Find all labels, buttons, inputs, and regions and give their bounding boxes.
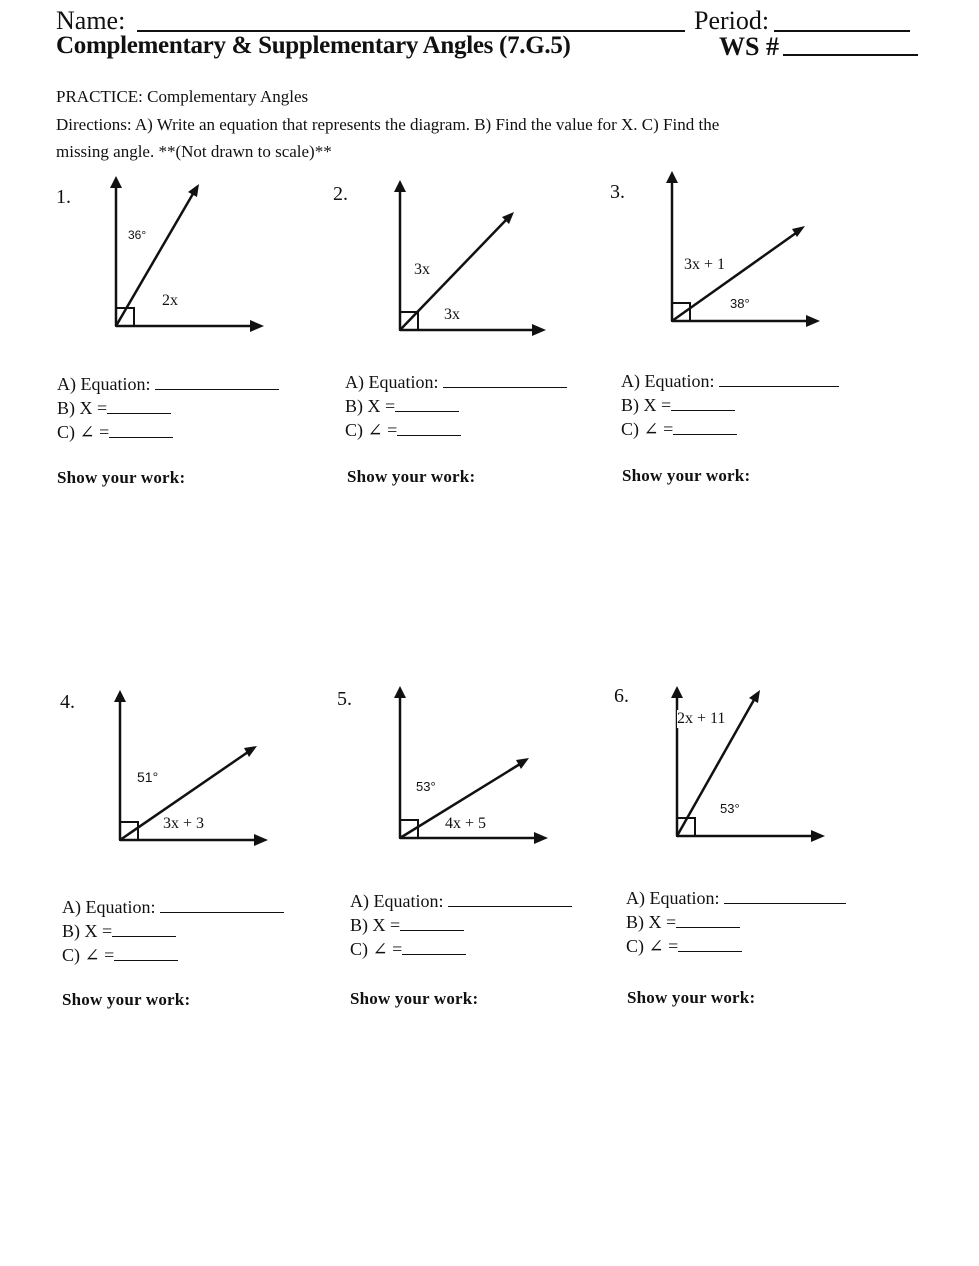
answer-block: [62, 895, 284, 967]
x-blank[interactable]: [400, 916, 464, 931]
show-work-label: Show your work:: [350, 989, 479, 1008]
period-blank[interactable]: [774, 30, 910, 32]
x-blank[interactable]: [112, 922, 176, 937]
show-work-label: Show your work:: [627, 988, 756, 1007]
show-work-label: Show your work:: [57, 468, 186, 487]
angle-answer-label: C) ∠ =: [345, 420, 398, 440]
equation-label: A) Equation:: [621, 371, 715, 391]
equation-blank[interactable]: [448, 892, 572, 907]
angle-label-bottom: 2x: [162, 292, 178, 309]
angle-label-top: 53°: [416, 779, 436, 794]
angle-label-bottom: 3x + 3: [163, 815, 205, 832]
angle-answer-label: C) ∠ =: [350, 939, 403, 959]
angle-diagram: [100, 170, 270, 340]
angle-blank[interactable]: [114, 946, 178, 961]
angle-blank[interactable]: [678, 937, 742, 952]
angle-blank[interactable]: [673, 420, 737, 435]
equation-label: A) Equation:: [350, 891, 444, 911]
equation-blank[interactable]: [160, 898, 284, 913]
answer-block: [57, 372, 279, 444]
equation-label: A) Equation:: [57, 374, 151, 394]
x-blank[interactable]: [676, 913, 740, 928]
equation-label: A) Equation:: [62, 897, 156, 917]
problem-number: 4.: [60, 691, 75, 713]
show-work-label: Show your work:: [62, 990, 191, 1009]
angle-blank[interactable]: [109, 423, 173, 438]
x-label: B) X =: [57, 398, 108, 418]
angle-blank[interactable]: [397, 421, 461, 436]
name-label: Name:: [56, 6, 126, 35]
directions-line-1: Directions: A) Write an equation that represents the diagram. B) Find the value for X. C) Find the: [56, 115, 720, 134]
problem-number: 1.: [56, 186, 71, 208]
x-label: B) X =: [350, 915, 401, 935]
problem-number: 5.: [337, 688, 352, 710]
equation-blank[interactable]: [724, 889, 846, 904]
angle-label-bottom: 4x + 5: [445, 815, 487, 832]
period-label: Period:: [694, 6, 770, 35]
angle-label-top: 51°: [137, 769, 159, 785]
angle-label-bottom: 3x: [444, 306, 460, 323]
angle-label-top: 3x: [414, 261, 430, 278]
problem-number: 6.: [614, 685, 629, 707]
answer-block: [626, 886, 846, 958]
ws-blank[interactable]: [783, 54, 918, 56]
angle-answer-label: C) ∠ =: [621, 419, 674, 439]
page-title: Complementary & Supplementary Angles (7.G.5): [56, 32, 571, 59]
x-label: B) X =: [621, 395, 672, 415]
angle-answer-label: C) ∠ =: [62, 945, 115, 965]
angle-diagram: [661, 680, 831, 850]
angle-label-bottom: 53°: [720, 801, 740, 816]
angle-blank[interactable]: [402, 940, 466, 955]
problem-number: 2.: [333, 183, 348, 205]
equation-label: A) Equation:: [345, 372, 439, 392]
x-label: B) X =: [62, 921, 113, 941]
equation-blank[interactable]: [719, 372, 839, 387]
angle-label-top: 36°: [128, 228, 147, 242]
x-label: B) X =: [345, 396, 396, 416]
x-blank[interactable]: [107, 399, 171, 414]
angle-diagram: [384, 172, 554, 342]
angle-answer-label: C) ∠ =: [57, 422, 110, 442]
equation-blank[interactable]: [155, 375, 279, 390]
angle-label-top: 2x + 11: [677, 710, 726, 727]
show-work-label: Show your work:: [622, 466, 751, 485]
x-blank[interactable]: [671, 396, 735, 411]
answer-block: [350, 889, 572, 961]
angle-label-bottom: 38°: [730, 296, 750, 311]
directions-line-2: missing angle. **(Not drawn to scale)**: [56, 142, 332, 161]
x-label: B) X =: [626, 912, 677, 932]
equation-label: A) Equation:: [626, 888, 720, 908]
equation-blank[interactable]: [443, 373, 567, 388]
angle-answer-label: C) ∠ =: [626, 936, 679, 956]
practice-heading: PRACTICE: Complementary Angles: [56, 87, 309, 106]
x-blank[interactable]: [395, 397, 459, 412]
show-work-label: Show your work:: [347, 467, 476, 486]
answer-block: [345, 370, 567, 442]
angle-label-top: 3x + 1: [684, 256, 726, 273]
ws-label: WS #: [719, 32, 779, 61]
answer-block: [621, 369, 839, 441]
problem-number: 3.: [610, 181, 625, 203]
